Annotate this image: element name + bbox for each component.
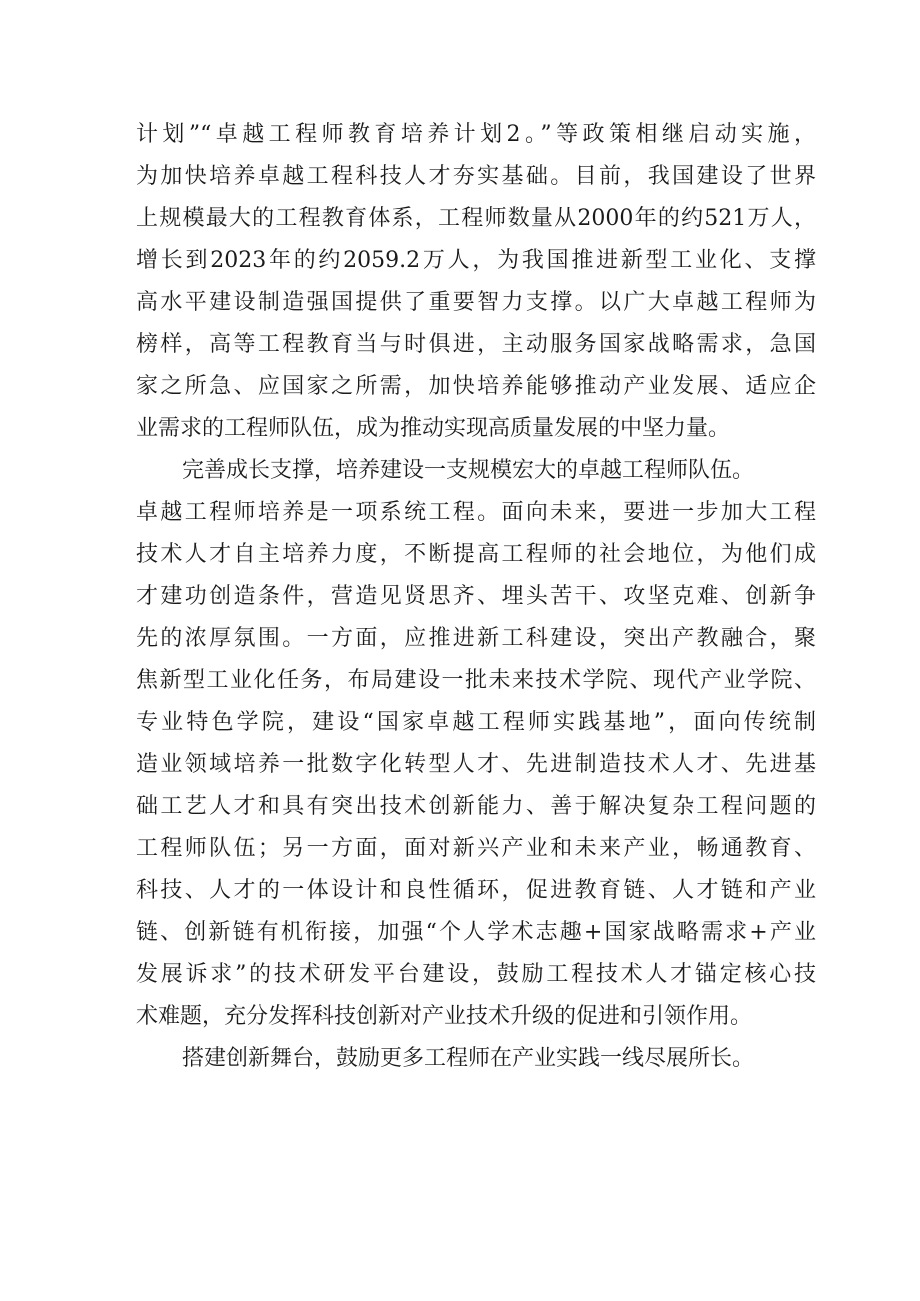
text-line-8: 业需求的工程师队伍，成为推动实现高质量发展的中坚力量。 xyxy=(136,416,731,441)
text-line-12: 才建功创造条件，营造见贤思齐、埋头苦干、攻坚克难、创新争 xyxy=(136,584,816,609)
text-line-18: 工程师队伍；另一方面，面对新兴产业和未来产业，畅通教育、 xyxy=(136,836,816,861)
text-line-10: 卓越工程师培养是一项系统工程。面向未来，要进一步加大工程 xyxy=(136,500,816,525)
paragraph-heading-innovation-stage: 搭建创新舞台，鼓励更多工程师在产业实践一线尽展所长。 xyxy=(182,1046,755,1071)
text-line-22: 术难题，充分发挥科技创新对产业技术升级的促进和引领作用。 xyxy=(136,1004,753,1029)
text-line-20: 链、创新链有机衔接，加强“个人学术志趣+国家战略需求+产业 xyxy=(136,920,816,945)
paragraph-heading-growth-support: 完善成长支撑，培养建设一支规模宏大的卓越工程师队伍。 xyxy=(182,458,755,483)
article-body xyxy=(136,114,816,1080)
text-line-16: 造业领域培养一批数字化转型人才、先进制造技术人才、先进基 xyxy=(136,752,816,777)
text-line-14: 焦新型工业化任务，布局建设一批未来技术学院、现代产业学院、 xyxy=(136,668,816,693)
text-line-7: 家之所急、应国家之所需，加快培养能够推动产业发展、适应企 xyxy=(136,374,816,399)
text-line-15: 专业特色学院，建设“国家卓越工程师实践基地”，面向传统制 xyxy=(136,710,816,735)
text-line-4: 增长到2023年的约2059.2万人，为我国推进新型工业化、支撑 xyxy=(136,248,816,273)
text-line-6: 榜样，高等工程教育当与时俱进，主动服务国家战略需求，急国 xyxy=(136,332,816,357)
text-line-3: 上规模最大的工程教育体系，工程师数量从2000年的约521万人， xyxy=(136,206,816,231)
text-line-21: 发展诉求”的技术研发平台建设，鼓励工程技术人才锚定核心技 xyxy=(136,962,816,987)
text-line-11: 技术人才自主培养力度，不断提高工程师的社会地位，为他们成 xyxy=(136,542,816,567)
text-line-1: 计划”“卓越工程师教育培养计划2。”等政策相继启动实施， xyxy=(136,122,816,147)
text-line-17: 础工艺人才和具有突出技术创新能力、善于解决复杂工程问题的 xyxy=(136,794,816,819)
text-line-2: 为加快培养卓越工程科技人才夯实基础。目前，我国建设了世界 xyxy=(136,164,816,189)
text-line-19: 科技、人才的一体设计和良性循环，促进教育链、人才链和产业 xyxy=(136,878,816,903)
text-line-5: 高水平建设制造强国提供了重要智力支撑。以广大卓越工程师为 xyxy=(136,290,816,315)
text-line-13: 先的浓厚氛围。一方面，应推进新工科建设，突出产教融合，聚 xyxy=(136,626,816,651)
